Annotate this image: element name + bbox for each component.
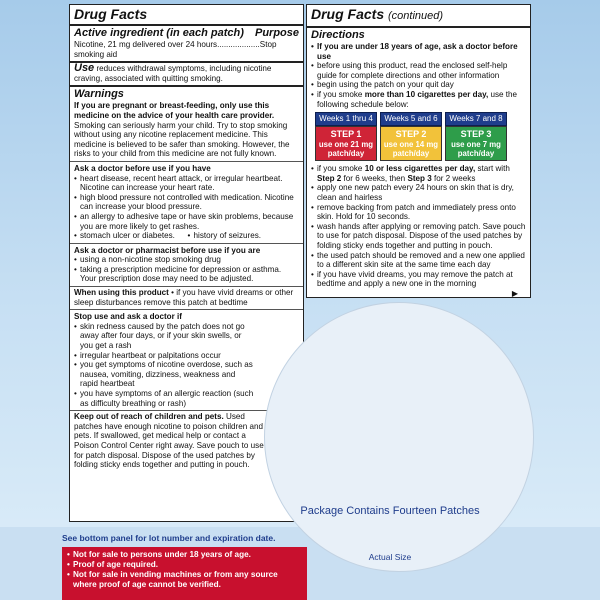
age-warning-box [62,547,307,600]
directions-heading: Directions [311,29,365,41]
use-heading: Use [74,62,95,75]
warnings-text: Smoking can seriously harm your child. Try to stop smoking without using any nicotine replacement medicine. This medicine is believed to be safer than smoking. However, the risks to your child from this medicine are not fully known. [74,120,290,159]
list-item: • Not for sale to persons under 18 years of age. [67,550,302,560]
when-using-heading: When using this product [74,288,169,298]
list-item: • begin using the patch on your quit day [311,80,526,90]
warnings-section [70,87,303,162]
list-item: • history of seizures. [188,231,261,241]
list-item: • Not for sale in vending machines or from any source where proof of age cannot be verified. [67,570,302,590]
ask-pharmacist-section [70,244,303,287]
schedule-step-2: Weeks 5 and 6 STEP 2 use one 14 mg patch/day [380,112,442,161]
list-item: • you get symptoms of nicotine overdose, such as nausea, vomiting, dizziness, weakness and rapid heartbeat [74,360,254,389]
list-item: • an allergy to adhesive tape or have skin problems, because you are more likely to get rashes. [74,212,299,231]
list-item: • skin redness caused by the patch does not go away after four days, or if your skin swells, or you get a rash [74,322,254,351]
list-item: • high blood pressure not controlled with medication. Nicotine can increase your blood pressure. [74,193,299,212]
continued-label: (continued) [388,10,444,22]
ask-doctor-heading: Ask a doctor before use if you have [74,163,211,173]
continue-arrow-icon: ▶ [511,288,518,298]
list-item: • if you have vivid dreams, you may remove the patch at bedtime and apply a new one in the morning [311,270,526,289]
list-item: • stomach ulcer or diabetes. [74,231,175,241]
drug-facts-continued-header [307,5,530,28]
list-item: • irregular heartbeat or palpitations occur [74,351,254,361]
use-section [70,63,303,87]
list-item: • if you smoke 10 or less cigarettes per day, start with Step 2 for 6 weeks, then Step 3 for 2 weeks [311,164,526,183]
list-item: • taking a prescription medicine for depression or asthma. Your prescription dose may need to be adjusted. [74,265,299,284]
when-using-text: if you have vivid dreams or other sleep disturbances remove this patch at bedtime [74,288,294,307]
stop-use-section [70,310,303,411]
active-ingredient-heading: Active ingredient (in each patch) [74,27,244,39]
lot-number-notice: See bottom panel for lot number and expiration date. [62,533,276,543]
schedule-step-3: Weeks 7 and 8 STEP 3 use one 7 mg patch/day [445,112,507,161]
stop-use-heading: Stop use and ask a doctor if [74,312,182,322]
purpose-heading: Purpose [254,27,299,39]
list-item: • if you smoke more than 10 cigarettes per day, use the following schedule below: [311,90,526,109]
actual-size-patch-circle [264,302,534,572]
list-item: • the used patch should be removed and a new one applied to a different skin site at the same time each day [311,251,526,270]
list-item: • heart disease, recent heart attack, or irregular heartbeat. Nicotine can increase your heart rate. [74,174,299,193]
list-item: • Proof of age required. [67,560,302,570]
warnings-bold-text: If you are pregnant or breast-feeding, only use this medicine on the advice of your health care provider. [74,101,275,120]
ask-pharmacist-heading: Ask a doctor or pharmacist before use if you are [74,245,261,255]
package-contents-text: Package Contains Fourteen Patches [300,505,480,517]
list-item: • apply one new patch every 24 hours on skin that is dry, clean and hairless [311,183,526,202]
list-item: • using a non-nicotine stop smoking drug [74,255,299,265]
schedule-step-1: Weeks 1 thru 4 STEP 1 use one 21 mg patch/day [315,112,377,161]
ask-doctor-section [70,162,303,244]
warnings-heading: Warnings [74,88,124,101]
list-item: • before using this product, read the enclosed self-help guide for complete directions and other information [311,61,526,80]
directions-section [307,28,530,298]
keep-out-text: Used patches have enough nicotine to poison children and pets. If swallowed, get medical help or contact a Poison Control Center right away. Save pouch to use for patch disposal. Dispose of the used patches by folding sticky ends together and putting in pouch. [74,412,264,470]
when-using-section: When using this product • if you have vivid dreams or other sleep disturbances remove this patch at bedtime [70,287,303,310]
use-text: reduces withdrawal symptoms, including nicotine craving, associated with quitting smoking. [74,64,272,83]
drug-facts-continued-panel [306,4,531,298]
list-item: • remove backing from patch and immediately press onto skin. Hold for 10 seconds. [311,203,526,222]
drug-facts-header [70,5,303,26]
list-item: • wash hands after applying or removing patch. Save pouch to use for patch disposal. Dispose of the used patches by folding sticky ends together and putting in pouch. [311,222,526,251]
active-ingredient-text: Nicotine, 21 mg delivered over 24 hours...................Stop smoking aid [74,40,277,59]
actual-size-label: Actual Size [368,552,412,562]
list-item: • If you are under 18 years of age, ask a doctor before use [311,42,526,61]
drug-facts-title: Drug Facts [74,6,148,22]
dosage-schedule [315,112,526,161]
keep-out-heading: Keep out of reach of children and pets. [74,412,224,422]
active-ingredient-section [70,26,303,63]
drug-facts-continued-title: Drug Facts [311,6,385,22]
list-item: • you have symptoms of an allergic reaction (such as difficulty breathing or rash) [74,389,254,408]
